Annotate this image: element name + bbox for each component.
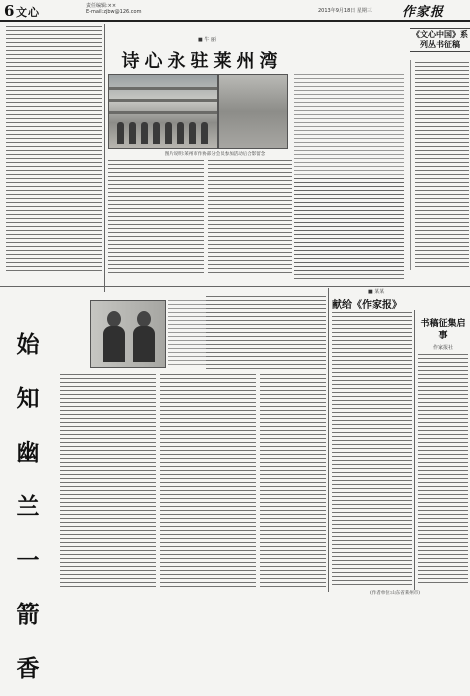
bottom-article-body-1 bbox=[60, 374, 156, 590]
right-column-title: 《文心中国》系列丛书征稿 bbox=[410, 28, 470, 52]
title-char-1: 始 bbox=[16, 331, 40, 358]
top-article-intro-text bbox=[6, 26, 102, 274]
column-divider-notice bbox=[414, 310, 415, 590]
section-name: 文心 bbox=[16, 6, 40, 19]
bottom-article-title bbox=[6, 318, 50, 696]
title-char-2: 知 bbox=[16, 385, 40, 412]
newspaper-masthead: 作家报 bbox=[402, 5, 445, 20]
page-header bbox=[0, 0, 470, 22]
promo-poem-text bbox=[332, 312, 412, 588]
top-article-body-left bbox=[108, 160, 204, 274]
title-char-7: 香 bbox=[16, 655, 40, 682]
bottom-article-body-3 bbox=[206, 296, 326, 372]
title-char-5: 一 bbox=[16, 547, 40, 574]
editor-name: 责任编辑:×× bbox=[86, 3, 117, 9]
column-divider-bottom bbox=[328, 288, 329, 592]
right-column-box bbox=[410, 60, 470, 270]
group-photo bbox=[108, 74, 218, 149]
right-column-text bbox=[415, 62, 469, 268]
title-char-6: 箭 bbox=[16, 601, 40, 628]
footer-note: (作者单位:山东省莱州市) bbox=[370, 591, 421, 596]
group-photo-right bbox=[218, 74, 288, 149]
title-char-3: 幽 bbox=[16, 439, 40, 466]
promo-byline: ■ 某某 bbox=[368, 289, 385, 295]
notice-text bbox=[418, 354, 468, 584]
notice-subtitle: 作家报社 bbox=[432, 345, 453, 351]
page-number: 6 bbox=[4, 2, 15, 20]
top-article-title: 诗心永驻莱州湾 bbox=[121, 51, 283, 72]
top-article-body-mid bbox=[208, 160, 292, 274]
editor-email: E-mail:zjbw@126.com bbox=[86, 9, 142, 15]
section-divider bbox=[0, 286, 470, 287]
issue-date: 2013年9月18日 星期三 bbox=[318, 8, 372, 14]
top-article-body-lower bbox=[294, 178, 404, 282]
photo-caption: 图片说明:莱州市作协部分会员参加活动后合影留念 bbox=[164, 152, 266, 157]
top-article-byline: ■ 牛 丽 bbox=[198, 37, 216, 43]
bottom-article-body-2 bbox=[160, 374, 256, 590]
portrait-photo bbox=[90, 300, 166, 368]
bottom-article-body-4 bbox=[260, 374, 326, 590]
title-char-4: 兰 bbox=[16, 493, 40, 520]
header-rule bbox=[0, 20, 470, 22]
editor-info bbox=[86, 3, 141, 15]
notice-title: 书稿征集启事 bbox=[420, 319, 466, 341]
portrait-side-note bbox=[168, 300, 206, 366]
promo-title: 献给《作家报》 bbox=[332, 300, 402, 311]
